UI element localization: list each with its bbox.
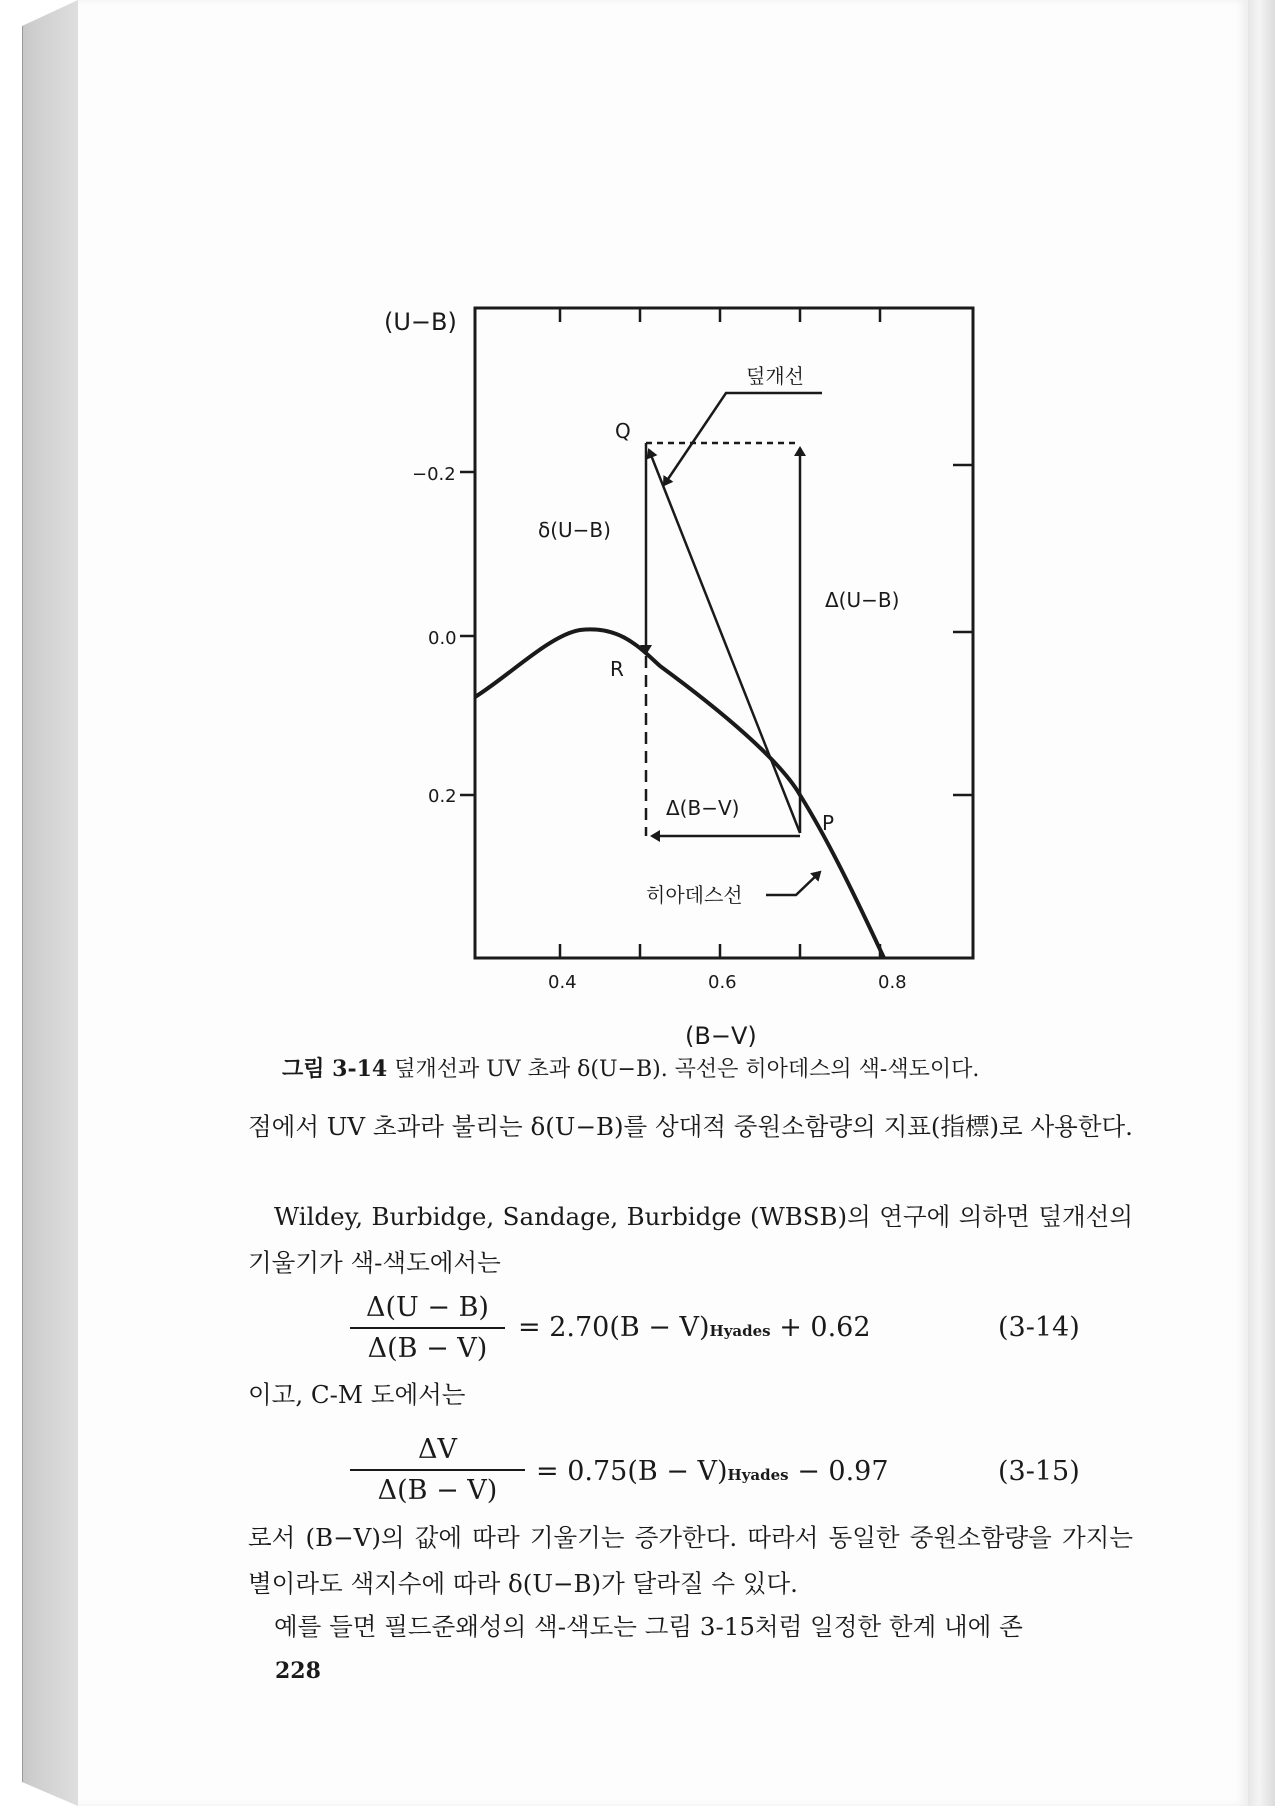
small-delta-ub-label: δ(U−B): [538, 518, 611, 542]
eq2-denominator: Δ(B − V): [377, 1475, 498, 1506]
y-tick-label: 0.0: [428, 628, 457, 649]
top-ticks: [560, 308, 880, 322]
envelope-label-leader: [664, 393, 822, 485]
right-ticks: [953, 465, 973, 795]
x-tick-label: 0.6: [708, 972, 737, 993]
delta-bv-label: Δ(B−V): [666, 796, 740, 820]
x-tick-label: 0.8: [878, 972, 907, 993]
hyades-line-label: 히아데스선: [646, 883, 743, 907]
paragraph: 예를 들면 필드준왜성의 색-색도는 그림 3-15처럼 일정한 한계 내에 존: [274, 1612, 1023, 1641]
paragraph: 점에서 UV 초과라 불리는 δ(U−B)를 상대적 중원소함량의 지표(指標)로 사용한다.: [248, 1112, 1133, 1141]
x-tick-label: 0.4: [548, 972, 577, 993]
plot-frame: [475, 308, 973, 958]
figure-caption: [282, 1052, 1142, 1087]
hyades-label-leader: [766, 872, 820, 895]
figure-3-14: [370, 290, 1010, 1060]
eq1-rhs-tail: + 0.62: [779, 1312, 871, 1343]
page-edge: [1248, 0, 1275, 1806]
left-ticks: [460, 472, 475, 795]
eq1-subscript: Hyades: [709, 1322, 771, 1340]
envelope-line: [649, 450, 800, 833]
envelope-label: 덮개선: [746, 364, 804, 388]
caption-number: 그림 3-14: [282, 1056, 388, 1082]
y-tick-label: 0.2: [428, 786, 457, 807]
point-p-label: P: [822, 811, 835, 835]
point-r-label: R: [610, 657, 624, 681]
eq2-number: (3-15): [998, 1456, 1080, 1487]
hyades-curve: [475, 629, 884, 958]
eq2-numerator: ΔV: [418, 1434, 457, 1465]
eq1-numerator: Δ(U − B): [366, 1292, 489, 1323]
eq2-rhs-tail: − 0.97: [797, 1456, 889, 1487]
caption-text: 덮개선과 UV 초과 δ(U−B). 곡선은 히아데스의 색-색도이다.: [394, 1057, 980, 1082]
color-color-diagram: [370, 290, 1010, 1060]
y-axis-label: (U−B): [384, 308, 457, 336]
paragraph: Wildey, Burbidge, Sandage, Burbidge (WBSB)의 연구에 의하면 덮개선의 기울기가 색-색도에서는: [248, 1202, 1133, 1277]
paragraph: 이고, C-M 도에서는: [248, 1380, 466, 1409]
page-number: 228: [275, 1658, 321, 1684]
book-spine-edge: [22, 26, 23, 1782]
book-spine: [0, 0, 78, 1806]
eq2-rhs: = 0.75(B − V): [536, 1456, 728, 1487]
eq1-rhs: = 2.70(B − V): [518, 1312, 710, 1343]
eq1-number: (3-14): [998, 1312, 1080, 1343]
x-axis-label: (B−V): [685, 1022, 757, 1050]
delta-ub-label: Δ(U−B): [825, 588, 900, 612]
eq1-denominator: Δ(B − V): [367, 1333, 488, 1364]
eq2-subscript: Hyades: [727, 1466, 789, 1484]
y-tick-label: −0.2: [412, 464, 456, 485]
point-q-label: Q: [615, 419, 631, 443]
paragraph: 로서 (B−V)의 값에 따라 기울기는 증가한다. 따라서 동일한 중원소함량을 가지는 별이라도 색지수에 따라 δ(U−B)가 달라질 수 있다.: [248, 1523, 1133, 1598]
fraction-bar: [350, 1469, 525, 1471]
fraction-bar: [350, 1327, 505, 1329]
bottom-ticks: [560, 944, 880, 958]
